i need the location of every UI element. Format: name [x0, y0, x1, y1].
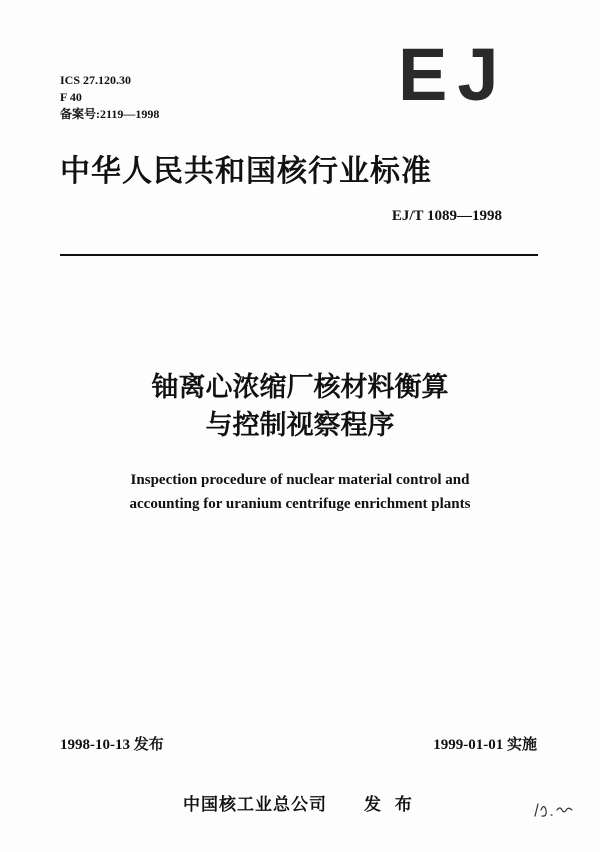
standard-category-title: 中华人民共和国核行业标准 [60, 154, 432, 189]
english-title-line-1: Inspection procedure of nuclear material control and [130, 472, 470, 488]
chinese-title-line-2: 与控制视察程序 [205, 410, 395, 441]
implementation-date: 1999-01-01 实施 [433, 737, 537, 753]
publisher-name: 中国核工业总公司 [183, 795, 327, 815]
chinese-title-line-1: 铀离心浓缩厂核材料衡算 [151, 372, 449, 403]
english-title-line-2: accounting for uranium centrifuge enrichment plants [129, 496, 471, 512]
handwritten-mark [532, 798, 576, 822]
classification-code: F 40 [60, 90, 82, 104]
classification-block [60, 72, 159, 123]
ej-logo: EJ [398, 33, 509, 116]
issue-date: 1998-10-13 发布 [60, 737, 164, 753]
standard-number: EJ/T 1089—1998 [391, 208, 502, 224]
ics-code: ICS 27.120.30 [60, 73, 132, 87]
filing-number: 备案号:2119—1998 [60, 107, 160, 121]
publish-label: 发 布 [364, 795, 416, 815]
header-divider [60, 254, 538, 256]
